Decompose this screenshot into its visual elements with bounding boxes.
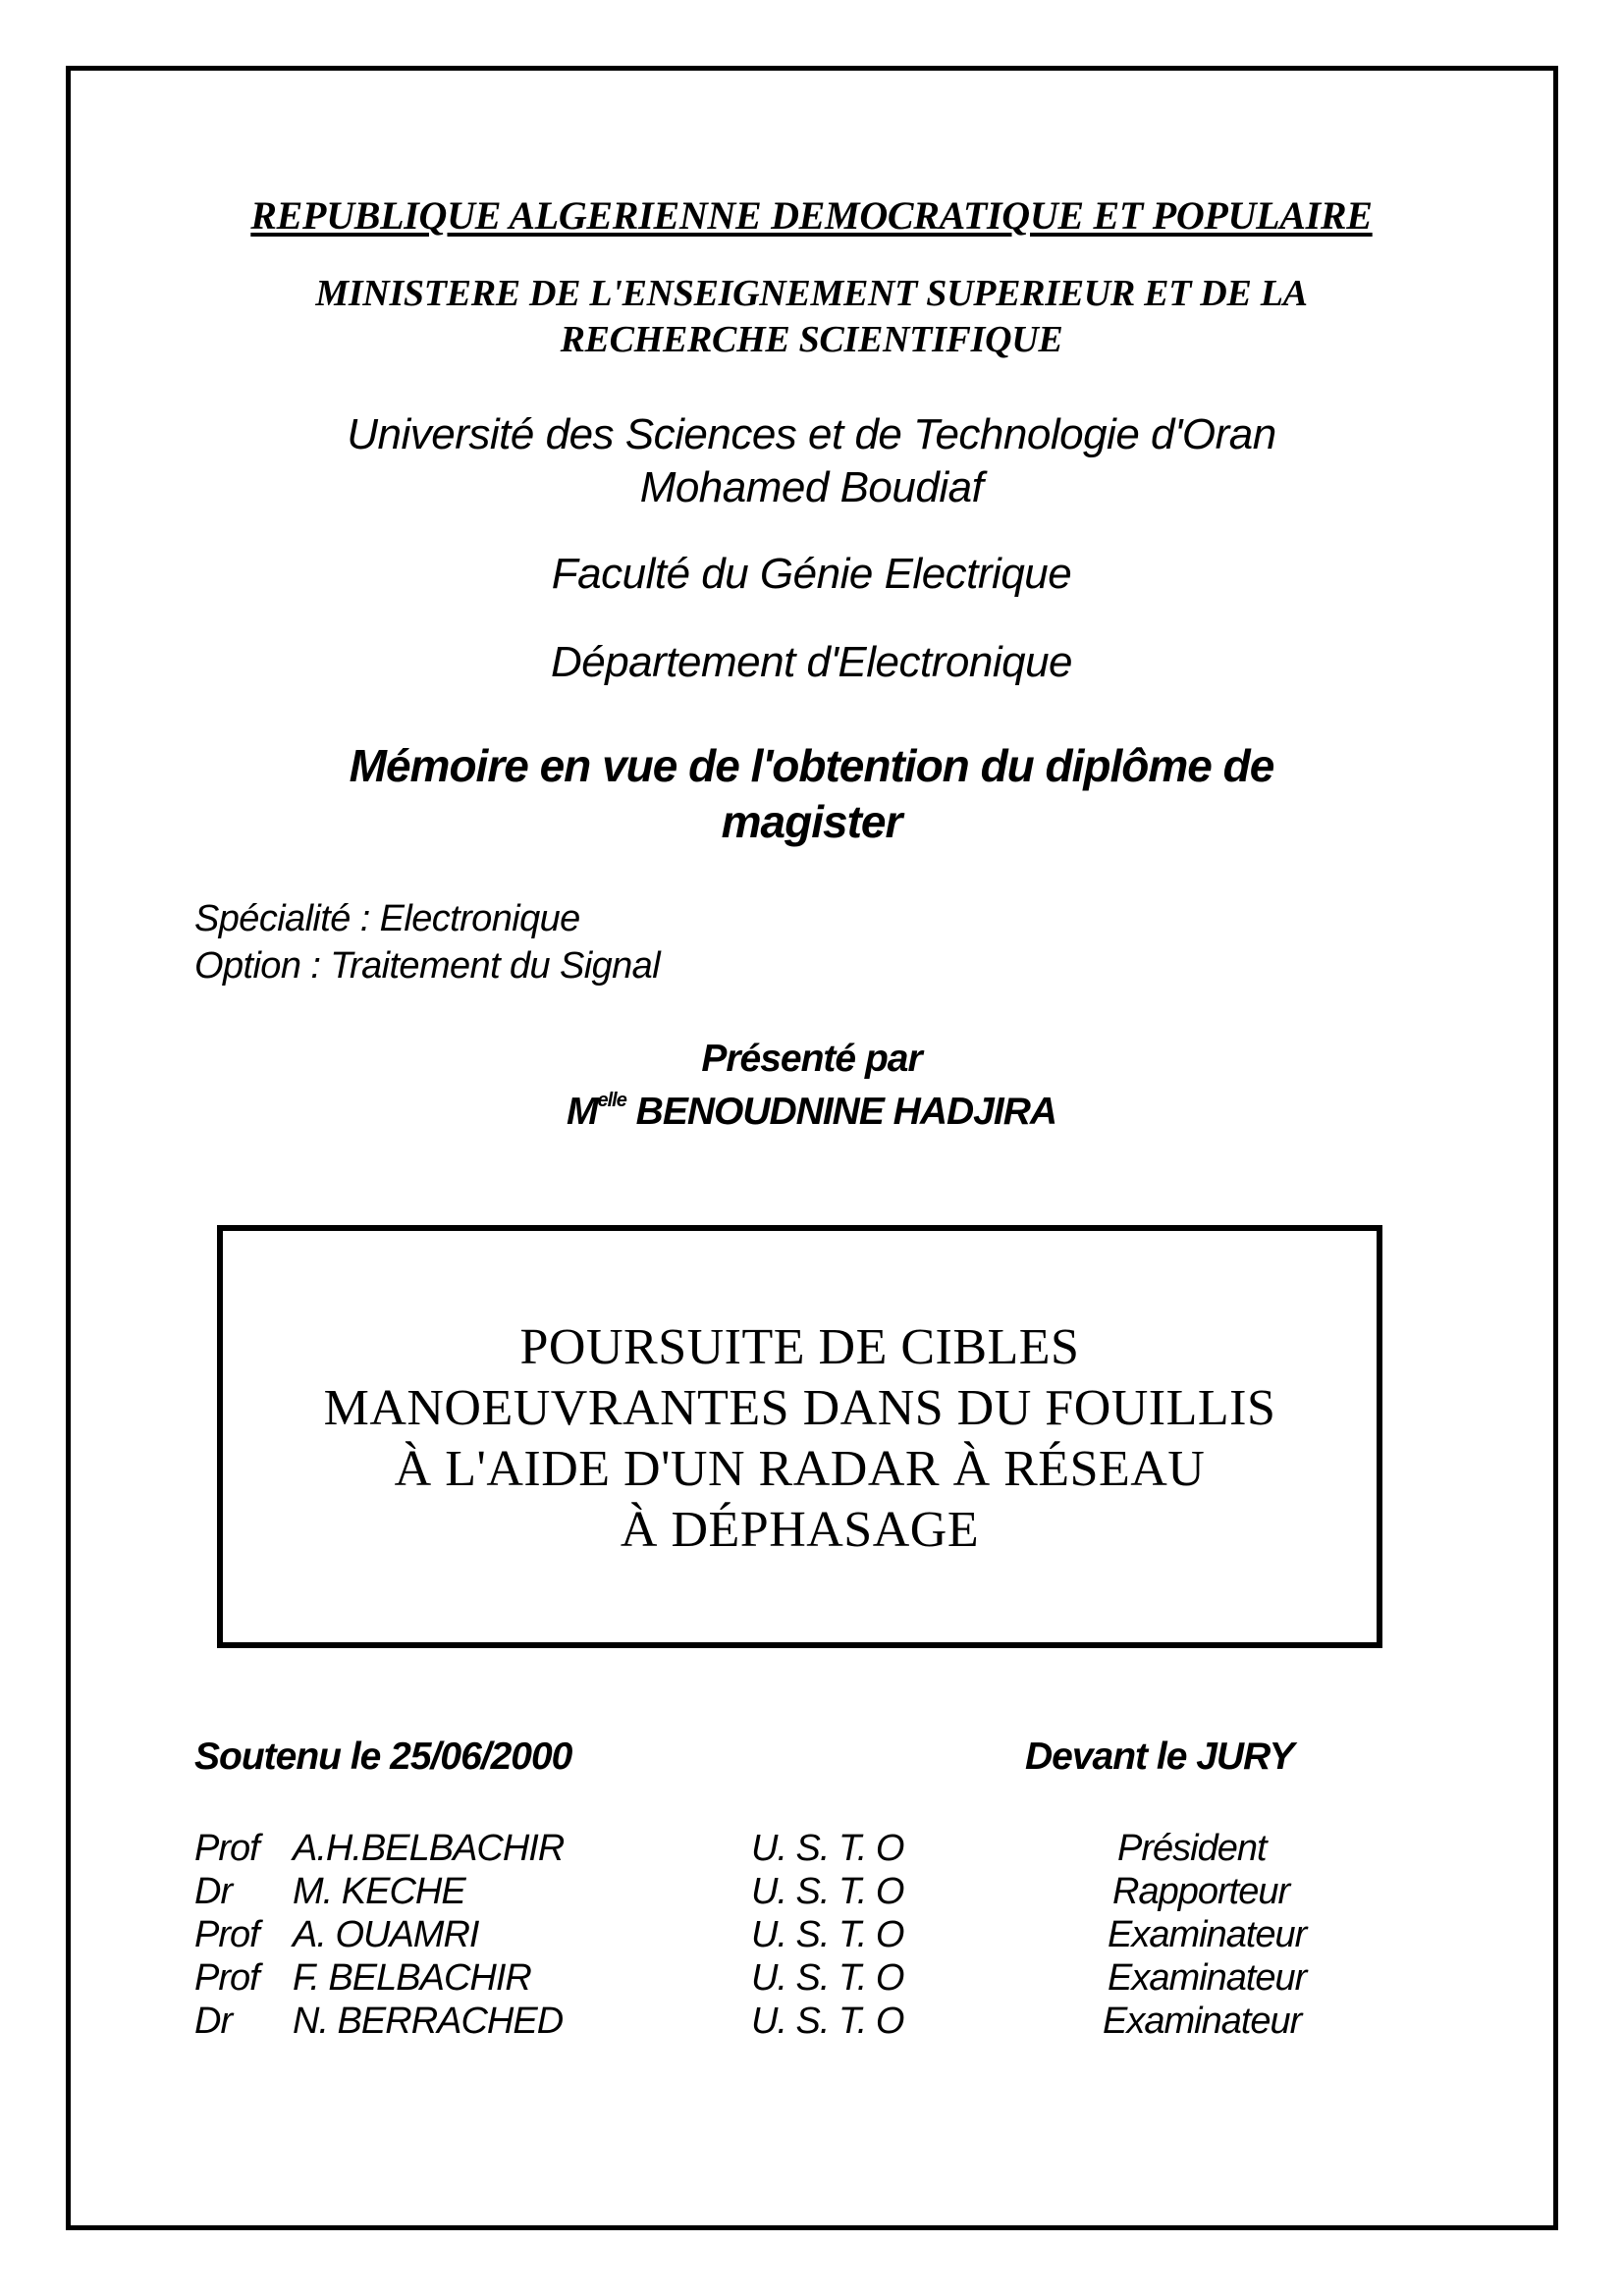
ministry-line-1: MINISTERE DE L'ENSEIGNEMENT SUPERIEUR ET DE LA — [315, 273, 1308, 314]
jury-row — [194, 1871, 1373, 1914]
jury-institution: U. S. T. O — [751, 1957, 904, 1999]
jury-name: A. OUAMRI — [293, 1914, 479, 1955]
thesis-title-line-2: MANOEUVRANTES DANS DU FOUILLIS — [323, 1380, 1276, 1436]
presenter-prefix: M — [566, 1091, 598, 1133]
jury-row — [194, 1828, 1373, 1871]
jury-name: A.H.BELBACHIR — [293, 1828, 565, 1869]
jury-name: M. KECHE — [293, 1871, 465, 1912]
university-line-2: Mohamed Boudiaf — [639, 463, 984, 511]
jury-name: F. BELBACHIR — [293, 1957, 531, 1999]
presenter-block — [0, 1036, 1623, 1135]
jury-institution: U. S. T. O — [751, 1871, 904, 1912]
thesis-title-box — [217, 1225, 1382, 1648]
jury-role: Examinateur — [1108, 1914, 1307, 1955]
memoire-line-1: Mémoire en vue de l'obtention du diplôme de — [349, 740, 1274, 791]
jury-heading: Devant le JURY — [1025, 1735, 1294, 1778]
jury-title: Prof — [194, 1914, 259, 1955]
jury-role: Président — [1117, 1828, 1267, 1869]
thesis-title-line-1: POURSUITE DE CIBLES — [519, 1319, 1080, 1375]
ministry-line-2: RECHERCHE SCIENTIFIQUE — [560, 319, 1063, 360]
jury-list — [194, 1828, 1373, 2044]
ministry-heading — [0, 271, 1623, 363]
university-line-1: Université des Sciences et de Technologie d'Oran — [347, 410, 1276, 458]
presenter-prefix-sup: elle — [597, 1090, 626, 1111]
jury-title: Prof — [194, 1957, 259, 1999]
memoire-line-2: magister — [721, 796, 902, 847]
memoire-statement — [0, 738, 1623, 850]
jury-institution: U. S. T. O — [751, 1828, 904, 1869]
presented-by-label: Présenté par — [701, 1038, 922, 1080]
jury-row — [194, 1914, 1373, 1957]
specialty-block — [194, 895, 660, 989]
option-text: Option : Traitement du Signal — [194, 945, 661, 987]
jury-row — [194, 2001, 1373, 2044]
jury-name: N. BERRACHED — [293, 2001, 564, 2042]
republic-heading: REPUBLIQUE ALGERIENNE DEMOCRATIQUE ET POPULAIRE — [250, 193, 1373, 238]
defense-date: Soutenu le 25/06/2000 — [194, 1735, 572, 1778]
jury-title: Dr — [194, 1871, 233, 1912]
faculty-name: Faculté du Génie Electrique — [551, 550, 1072, 598]
jury-title: Prof — [194, 1828, 259, 1869]
jury-role: Rapporteur — [1112, 1871, 1290, 1912]
jury-role: Examinateur — [1108, 1957, 1307, 1999]
jury-institution: U. S. T. O — [751, 2001, 904, 2042]
department-name: Département d'Electronique — [550, 638, 1073, 686]
university-name — [0, 408, 1623, 514]
presenter-name: BENOUDNINE HADJIRA — [635, 1091, 1057, 1133]
thesis-title — [223, 1317, 1377, 1561]
specialty-text: Spécialité : Electronique — [194, 898, 580, 939]
presenter-name-line — [0, 1082, 1623, 1135]
thesis-title-line-3: À L'AIDE D'UN RADAR À RÉSEAU — [394, 1441, 1206, 1497]
jury-role: Examinateur — [1103, 2001, 1302, 2042]
thesis-title-line-4: À DÉPHASAGE — [620, 1502, 980, 1558]
jury-institution: U. S. T. O — [751, 1914, 904, 1955]
jury-title: Dr — [194, 2001, 233, 2042]
jury-row — [194, 1957, 1373, 2001]
